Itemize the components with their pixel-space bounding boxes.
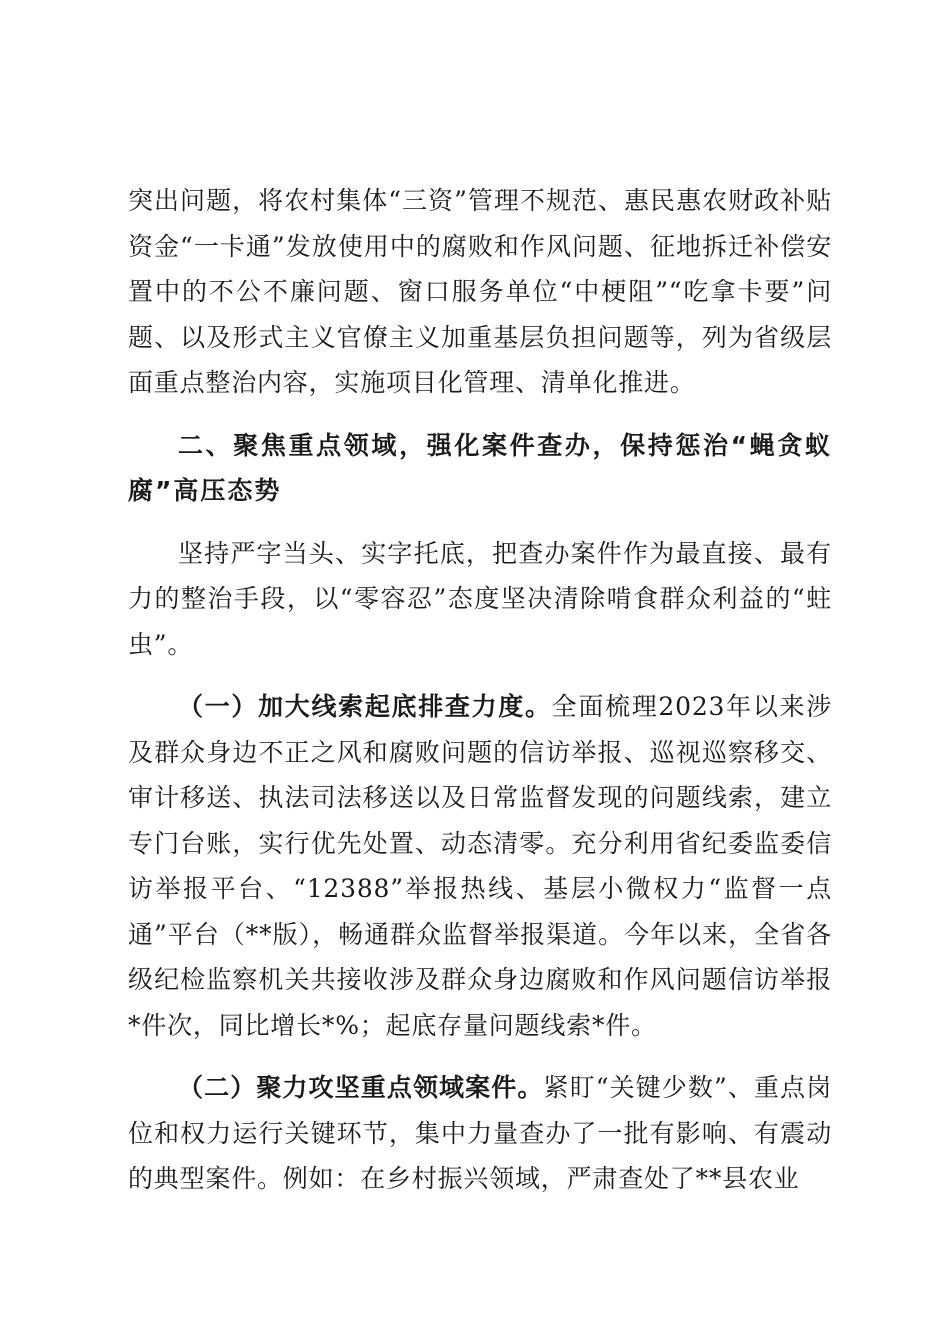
item-two-body: 紧盯“关键少数”、重点岗位和权力运行关键环节，集中力量查办了一批有影响、有震动的典型案件。例如：在乡村振兴领域，严肃查处了**县农业 [128,1073,833,1193]
document-body [128,178,832,1202]
item-two-paragraph [128,1065,832,1202]
section-two-heading: 二、聚焦重点领域，强化案件查办，保持惩治“蝇贪蚁腐”高压态势 [128,430,832,505]
section-two-paragraph: 坚持严字当头、实字托底，把查办案件作为最直接、最有力的整治手段，以“零容忍”态度坚决清除啃食群众利益的“蛀虫”。 [128,538,832,659]
item-one-body: 全面梳理2023年以来涉及群众身边不正之风和腐败问题的信访举报、巡视巡察移交、审计移送、执法司法移送以及日常监督发现的问题线索，建立专门台账，实行优先处置、动态清零。充分利用省纪委监委信访举报平台、“12388”举报热线、基层小微权力“监督一点通”平台（**版），畅通群众监督举报渠道。今年以来，全省各级纪检监察机关共接收涉及群众身边腐败和作风问题信访举报*件次，同比增长*%；起底存量问题线索*件。 [128,692,832,1040]
item-two-lead: （二）聚力攻坚重点领域案件。 [178,1073,544,1102]
intro-paragraph: 突出问题，将农村集体“三资”管理不规范、惠民惠农财政补贴资金“一卡通”发放使用中的腐败和作风问题、征地拆迁补偿安置中的不公不廉问题、窗口服务单位“中梗阻”“吃拿卡要”问题、以及形式主义官僚主义加重基层负担问题等，列为省级层面重点整治内容，实施项目化管理、清单化推进。 [128,186,832,397]
item-one-lead: （一）加大线索起底排查力度。 [178,692,552,721]
item-one-paragraph [128,684,832,1048]
